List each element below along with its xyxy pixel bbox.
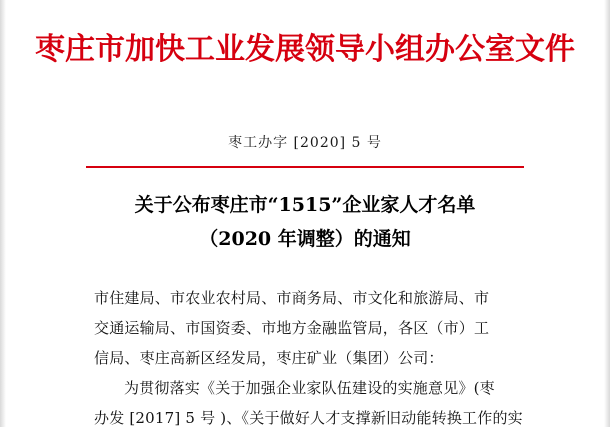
body-line: 办发 [2017] 5 号 )、《关于做好人才支撑新旧动能转换工作的实 xyxy=(94,409,523,427)
document-number: 枣工办字 [2020] 5 号 xyxy=(228,135,382,151)
body-line: 信局、枣庄高新区经发局，枣庄矿业（集团）公司： xyxy=(94,349,444,367)
document-body-text xyxy=(94,283,523,427)
body-line: 市住建局、市农业农村局、市商务局、市文化和旅游局、市 xyxy=(94,289,490,307)
red-divider-rule xyxy=(86,166,524,168)
body-line: 为贯彻落实《关于加强企业家队伍建设的实施意见》(枣 xyxy=(124,379,495,397)
document-main-heading xyxy=(86,188,524,256)
heading-line-2: （2020 年调整）的通知 xyxy=(199,228,411,250)
document-header-title: 枣庄市加快工业发展领导小组办公室文件 xyxy=(35,32,575,67)
body-line: 交通运输局、市国资委、市地方金融监管局，各区（市）工 xyxy=(94,319,490,337)
heading-line-1: 关于公布枣庄市“1515”企业家人才名单 xyxy=(134,194,476,216)
